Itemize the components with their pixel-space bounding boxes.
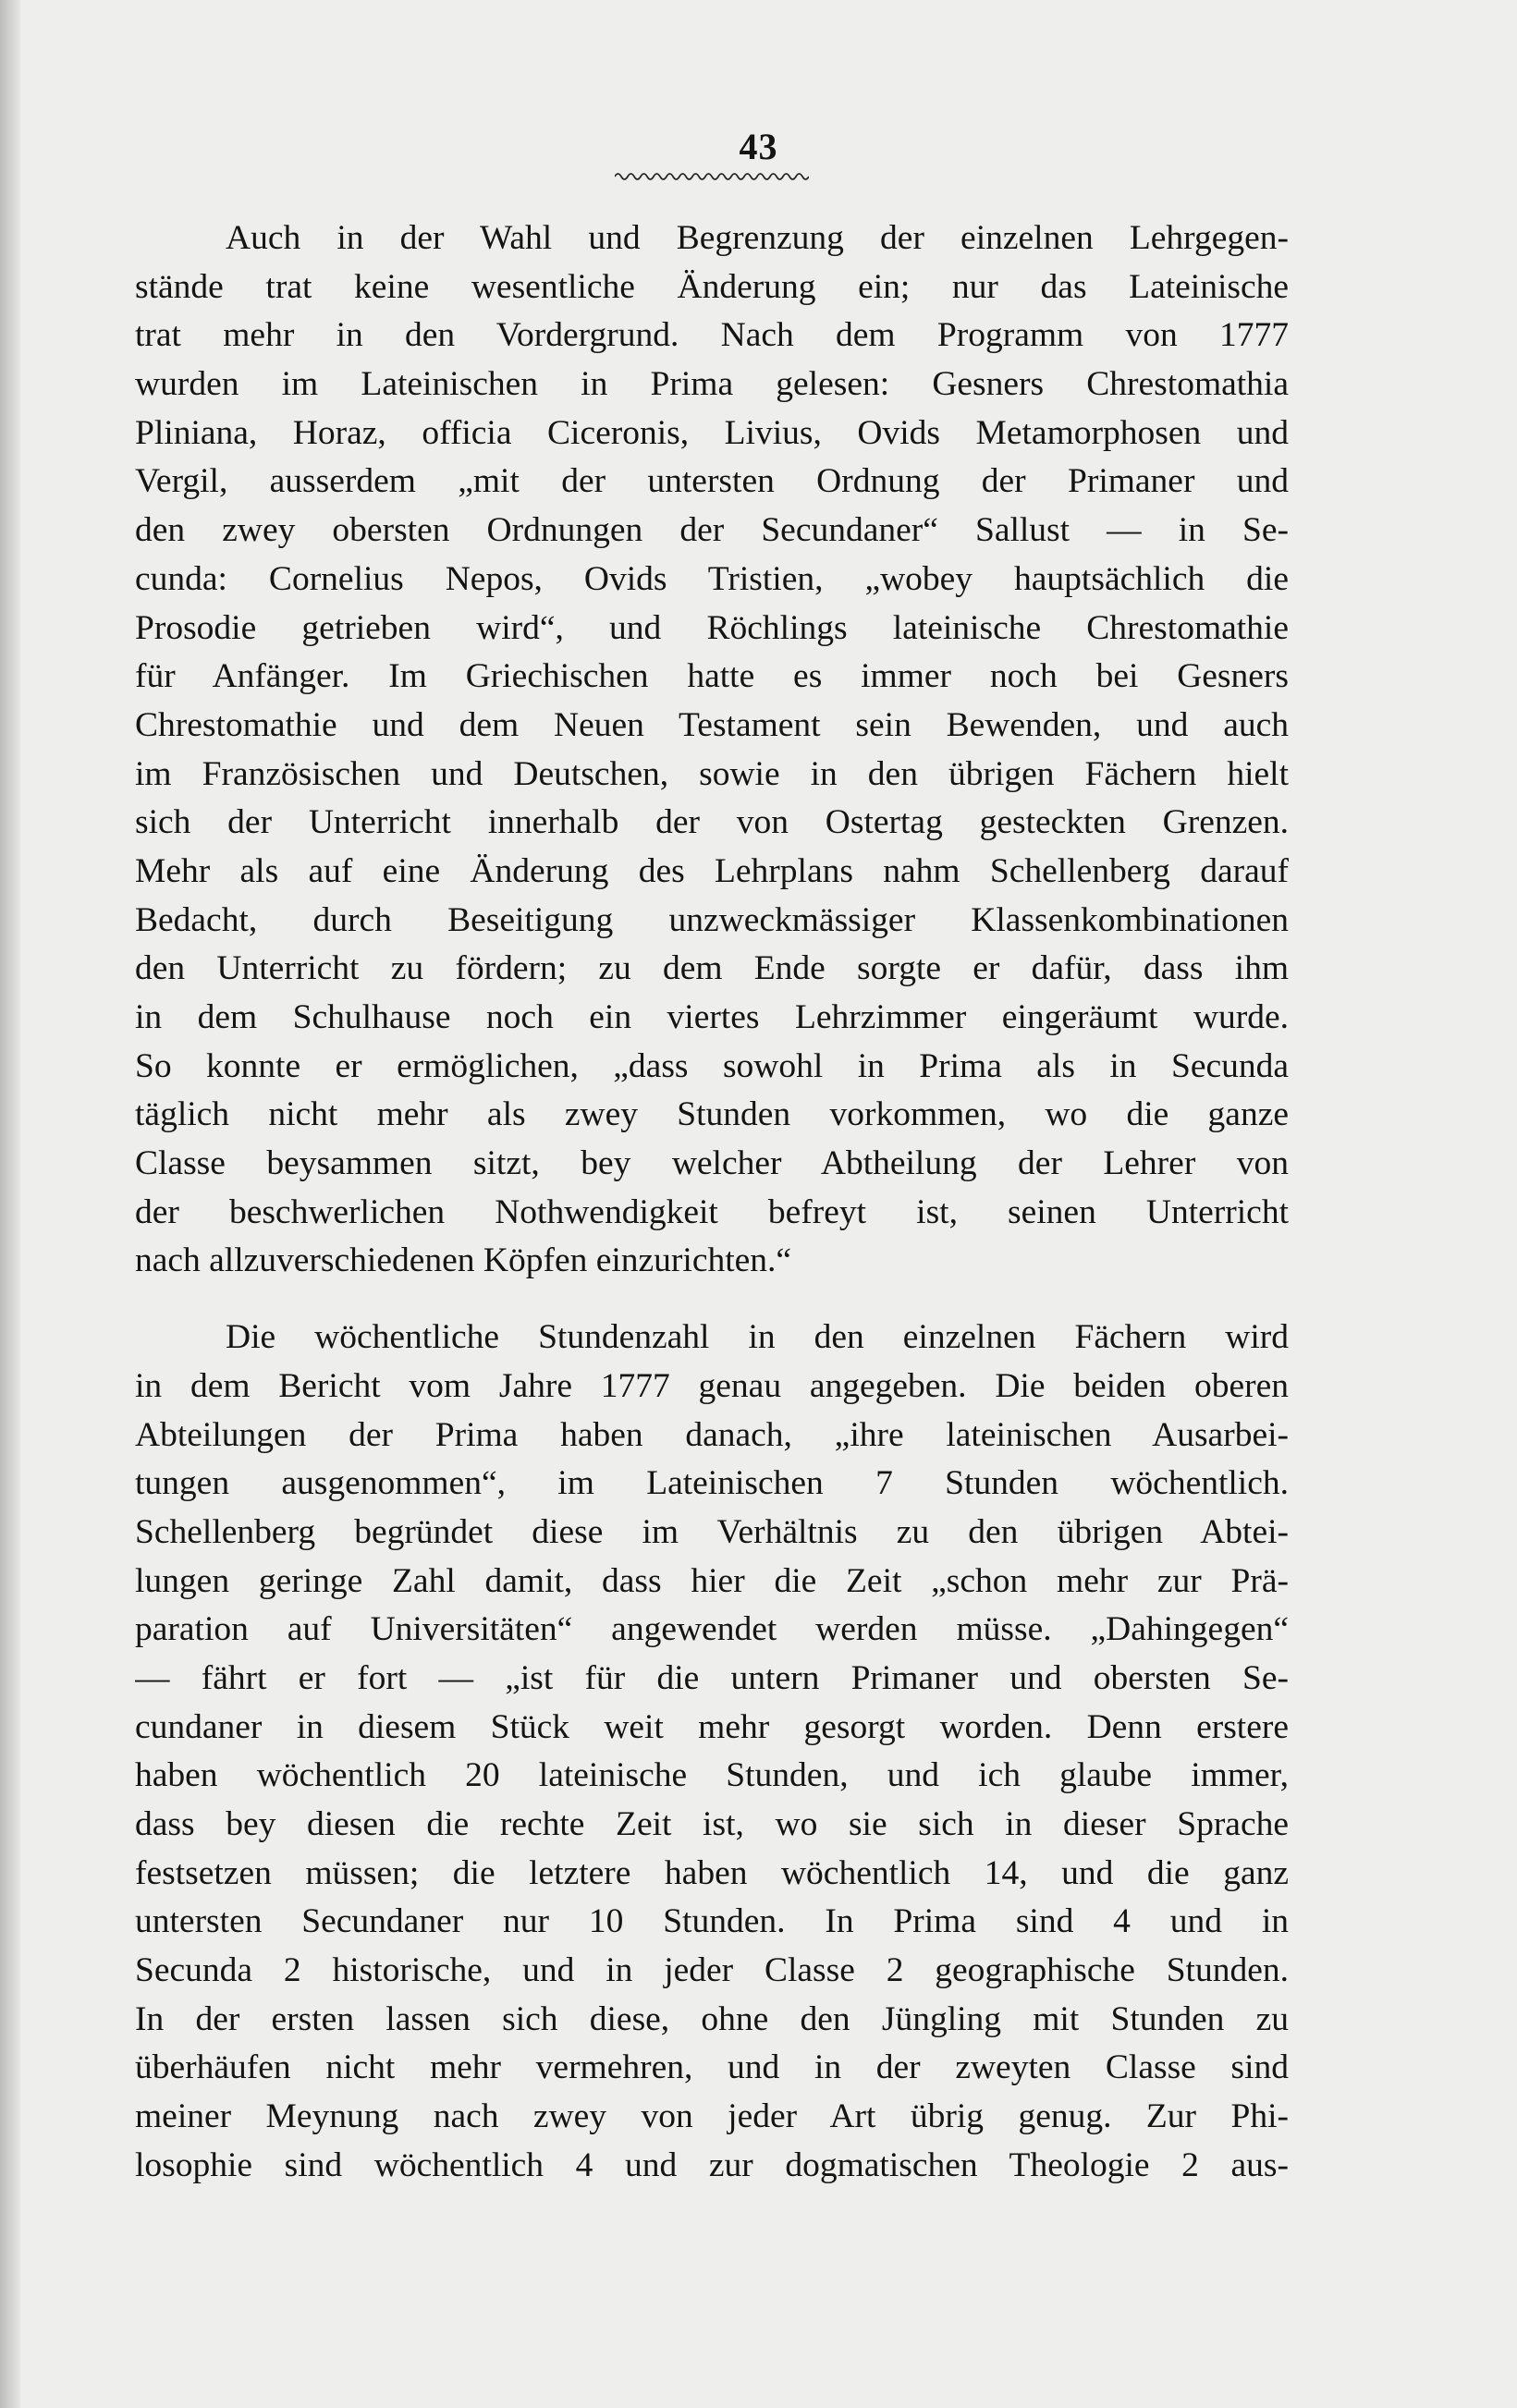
text-line: in dem Bericht vom Jahre 1777 genau angegeben. Die beiden oberen — [135, 1366, 1289, 1405]
text-line: tungen ausgenommen“, im Lateinischen 7 Stunden wöchentlich. — [135, 1464, 1289, 1503]
text-line: sich der Unterricht innerhalb der von Ostertag gesteckten Grenzen. — [135, 803, 1289, 842]
text-line: in dem Schulhause noch ein viertes Lehrzimmer eingeräumt wurde. — [135, 998, 1289, 1036]
text-line: der beschwerlichen Nothwendigkeit befreyt ist, seinen Unterricht — [135, 1192, 1289, 1231]
text-line: Abteilungen der Prima haben danach, „ihre lateinischen Ausarbei- — [135, 1415, 1289, 1454]
page-number: 43 — [739, 126, 778, 167]
text-line: festsetzen müssen; die letztere haben wöchentlich 14, und die ganz — [135, 1853, 1289, 1892]
text-line: trat mehr in den Vordergrund. Nach dem Programm von 1777 — [135, 316, 1289, 355]
text-line: meiner Meynung nach zwey von jeder Art übrig genug. Zur Phi- — [135, 2097, 1289, 2136]
text-line: Chrestomathie und dem Neuen Testament sein Bewenden, und auch — [135, 705, 1289, 744]
text-line: cundaner in diesem Stück weit mehr gesorgt worden. Denn erstere — [135, 1707, 1289, 1746]
text-line: paration auf Universitäten“ angewendet werden müsse. „Dahingegen“ — [135, 1610, 1289, 1649]
text-line: Classe beysammen sitzt, bey welcher Abtheilung der Lehrer von — [135, 1144, 1289, 1183]
paragraph — [135, 214, 1289, 1286]
text-line: Die wöchentliche Stundenzahl in den einzelnen Fächern wird — [226, 1318, 1289, 1357]
text-line: für Anfänger. Im Griechischen hatte es immer noch bei Gesners — [135, 657, 1289, 696]
text-line: den Unterricht zu fördern; zu dem Ende sorgte er dafür, dass ihm — [135, 949, 1289, 988]
text-line: Prosodie getrieben wird“, und Röchlings lateinische Chrestomathie — [135, 608, 1289, 647]
text-line: — fährt er fort — „ist für die untern Primaner und obersten Se- — [135, 1658, 1289, 1697]
text-line: den zwey obersten Ordnungen der Secundaner“ Sallust — in Se- — [135, 511, 1289, 550]
text-line: So konnte er ermöglichen, „dass sowohl in Prima als in Secunda — [135, 1046, 1289, 1085]
text-line: im Französischen und Deutschen, sowie in den übrigen Fächern hielt — [135, 754, 1289, 793]
text-line: Pliniana, Horaz, officia Ciceronis, Livius, Ovids Metamorphosen und — [135, 413, 1289, 452]
paragraph-gap — [135, 1286, 1289, 1314]
text-line: Schellenberg begründet diese im Verhältnis zu den übrigen Abtei- — [135, 1512, 1289, 1551]
text-line: Bedacht, durch Beseitigung unzweckmässiger Klassenkombinationen — [135, 900, 1289, 939]
text-line: dass bey diesen die rechte Zeit ist, wo sie sich in dieser Sprache — [135, 1805, 1289, 1843]
text-line: Secunda 2 historische, und in jeder Classe 2 geographische Stunden. — [135, 1951, 1289, 1990]
text-line: Vergil, ausserdem „mit der untersten Ordnung der Primaner und — [135, 462, 1289, 501]
text-line: losophie sind wöchentlich 4 und zur dogmatischen Theologie 2 aus- — [135, 2145, 1289, 2184]
text-line: Auch in der Wahl und Begrenzung der einzelnen Lehrgegen- — [226, 219, 1289, 257]
text-line: stände trat keine wesentliche Änderung ein; nur das Lateinische — [135, 267, 1289, 306]
body-text — [135, 214, 1289, 2191]
text-line: cunda: Cornelius Nepos, Ovids Tristien, „wobey hauptsächlich die — [135, 559, 1289, 598]
paragraph — [135, 1314, 1289, 2190]
text-line: untersten Secundaner nur 10 Stunden. In Prima sind 4 und in — [135, 1902, 1289, 1941]
text-line: haben wöchentlich 20 lateinische Stunden, und ich glaube immer, — [135, 1756, 1289, 1795]
text-line: nach allzuverschiedenen Köpfen einzurichten.“ — [135, 1241, 792, 1280]
text-line: lungen geringe Zahl damit, dass hier die Zeit „schon mehr zur Prä- — [135, 1561, 1289, 1600]
text-line: Mehr als auf eine Änderung des Lehrplans nahm Schellenberg darauf — [135, 851, 1289, 890]
text-line: In der ersten lassen sich diese, ohne den Jüngling mit Stunden zu — [135, 1999, 1289, 2038]
text-line: wurden im Lateinischen in Prima gelesen: Gesners Chrestomathia — [135, 365, 1289, 404]
text-line: täglich nicht mehr als zwey Stunden vorkommen, wo die ganze — [135, 1095, 1289, 1134]
wavy-ornament-divider — [615, 171, 809, 182]
text-line: überhäufen nicht mehr vermehren, und in der zweyten Classe sind — [135, 2048, 1289, 2087]
